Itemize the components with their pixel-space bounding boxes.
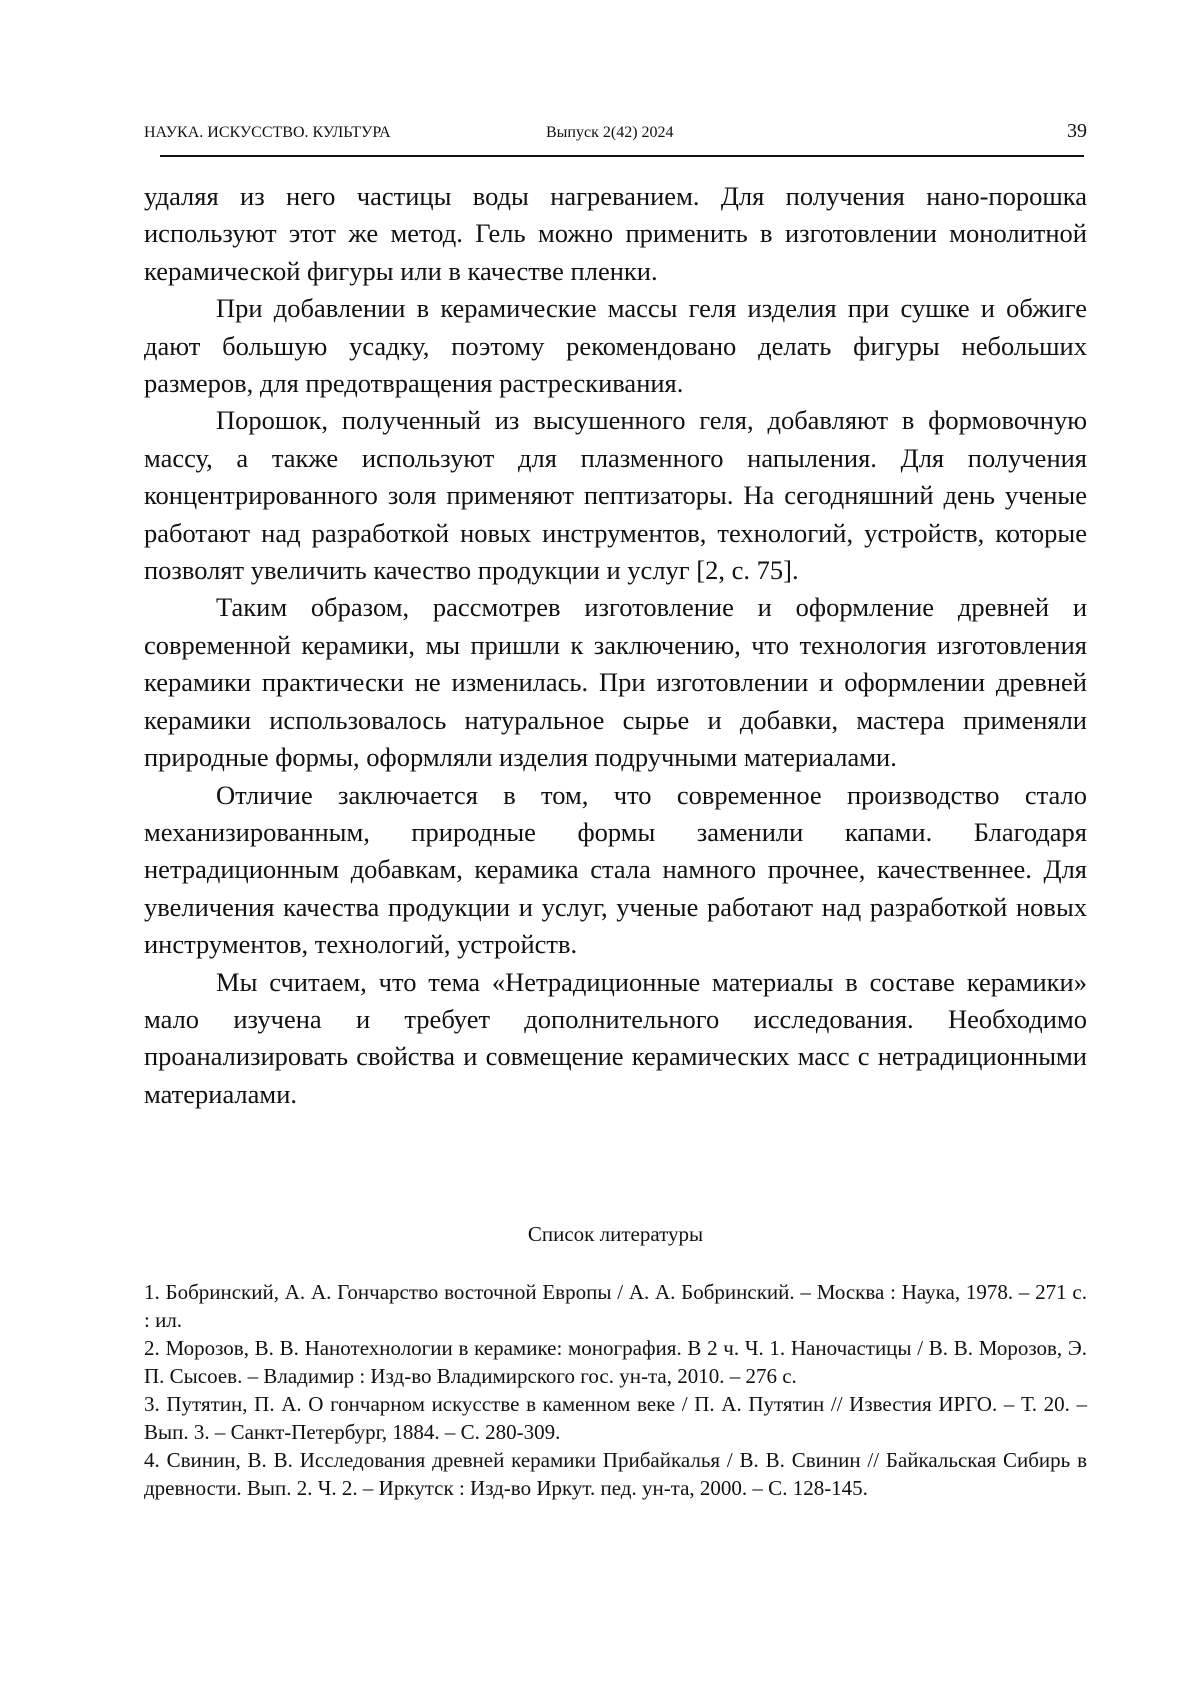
reference-item: 4. Свинин, В. В. Исследования древней керамики Прибайкалья / В. В. Свинин // Байкальская Сибирь в древности. Вып. 2. Ч. 2. – Иркутск : Изд-во Иркут. пед. ун-та, 2000. – С. 128-145. (144, 1448, 1087, 1500)
journal-name: НАУКА. ИСКУССТВО. КУЛЬТУРА (144, 124, 391, 141)
article-body (144, 178, 1087, 1113)
page-number: 39 (1067, 120, 1087, 142)
paragraph: При добавлении в керамические массы геля изделия при сушке и обжиге дают большую усадку, поэтому рекомендовано делать фигуры небольших размеров, для предотвращения растрескивания. (144, 293, 1087, 399)
journal-page (144, 0, 1087, 1697)
header-rule (160, 155, 1084, 157)
reference-item: 1. Бобринский, А. А. Гончарство восточной Европы / А. А. Бобринский. – Москва : Наука, 1978. – 271 с. : ил. (144, 1280, 1087, 1332)
reference-item: 3. Путятин, П. А. О гончарном искусстве в каменном веке / П. А. Путятин // Известия ИРГО. – Т. 20. – Вып. 3. – Санкт-Петербург, 1884. – С. 280-309. (144, 1392, 1087, 1444)
references-title: Список литературы (527, 1222, 704, 1246)
paragraph-continuation: удаляя из него частицы воды нагреванием. Для получения нано-порошка используют этот же метод. Гель можно применить в изготовлении монолитной керамической фигуры или в качестве пленки. (144, 181, 1087, 286)
paragraph: Порошок, полученный из высушенного геля, добавляют в формовочную массу, а также используют для плазменного напыления. Для получения концентрированного золя применяют пептизаторы. На сегодняшний день ученые работают над разработкой новых инструментов, технологий, устройств, которые позволят увеличить качество продукции и услуг [2, с. 75]. (144, 405, 1087, 586)
references-list (144, 1278, 1087, 1502)
paragraph: Таким образом, рассмотрев изготовление и оформление древней и современной керамики, мы пришли к заключению, что технология изготовления керамики практически не изменилась. При изготовлении и оформлении древней керамики использовалось натуральное сырье и добавки, мастера применяли природные формы, оформляли изделия подручными материалами. (144, 592, 1087, 773)
running-header (144, 120, 1087, 146)
paragraph: Мы считаем, что тема «Нетрадиционные материалы в составе керамики» мало изучена и требует дополнительного исследования. Необходимо проанализировать свойства и совмещение керамических масс с нетрадиционными материалами. (144, 966, 1087, 1109)
issue-label: Выпуск 2(42) 2024 (546, 124, 674, 141)
reference-item: 2. Морозов, В. В. Нанотехнологии в керамике: монография. В 2 ч. Ч. 1. Наночастицы / В. В. Морозов, Э. П. Сысоев. – Владимир : Изд-во Владимирского гос. ун-та, 2010. – 276 с. (144, 1336, 1087, 1388)
paragraph: Отличие заключается в том, что современное производство стало механизированным, природные формы заменили капами. Благодаря нетрадиционным добавкам, керамика стала намного прочнее, качественнее. Для увеличения качества продукции и услуг, ученые работают над разработкой новых инструментов, технологий, устройств. (144, 779, 1087, 960)
